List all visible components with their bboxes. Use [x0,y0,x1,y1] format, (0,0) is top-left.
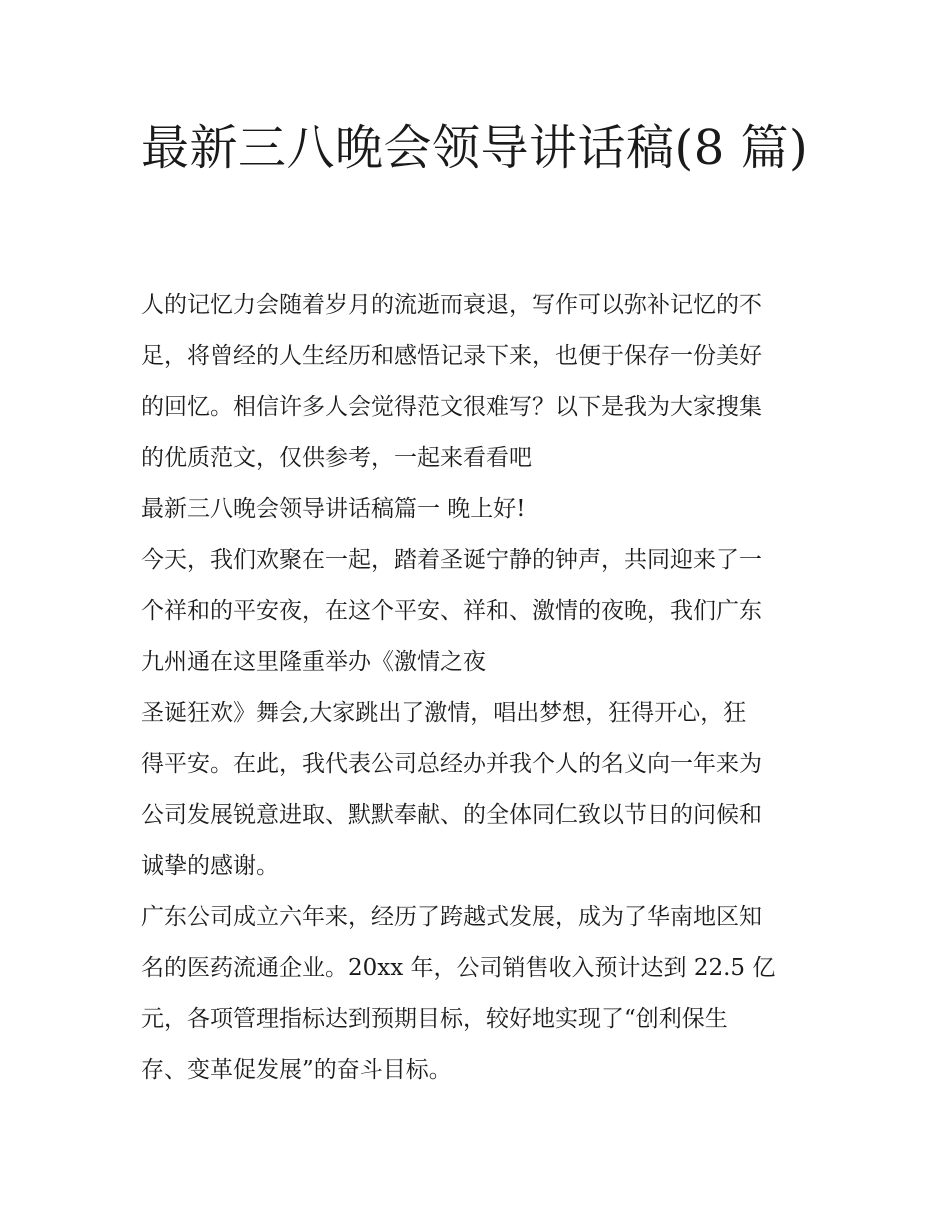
paragraph-section-heading: 最新三八晚会领导讲话稿篇一 晚上好! [141,496,526,522]
paragraph-intro: 人的记忆力会随着岁月的流逝而衰退，写作可以弥补记忆的不 足，将曾经的人生经历和感悟记录下来，也便于保存一份美好 的回忆。相信许多人会觉得范文很难写？以下是我为大家搜集 的优质范文，仅供参考，一起来看看吧 [141,292,762,471]
document-title: 最新三八晚会领导讲话稿(8 篇) [141,120,809,176]
paragraph-company-growth: 广东公司成立六年来，经历了跨越式发展，成为了华南地区知 名的医药流通企业。20xx 年，公司销售收入预计达到 22.5 亿 元，各项管理指标达到预期目标，较好地实现了“创利保生 存、变革促发展”的奋斗目标。 [141,904,776,1083]
paragraph-thanks: 圣诞狂欢》舞会,大家跳出了激情，唱出梦想，狂得开心，狂 得平安。在此，我代表公司总经办并我个人的名义向一年来为 公司发展锐意进取、默默奉献、的全体同仁致以节日的问候和 诚挚的感谢。 [141,700,762,879]
document-body [141,280,821,1096]
paragraph-gathering: 今天，我们欢聚在一起，踏着圣诞宁静的钟声，共同迎来了一 个祥和的平安夜，在这个平安、祥和、激情的夜晚，我们广东 九州通在这里隆重举办《激情之夜 [141,547,762,675]
